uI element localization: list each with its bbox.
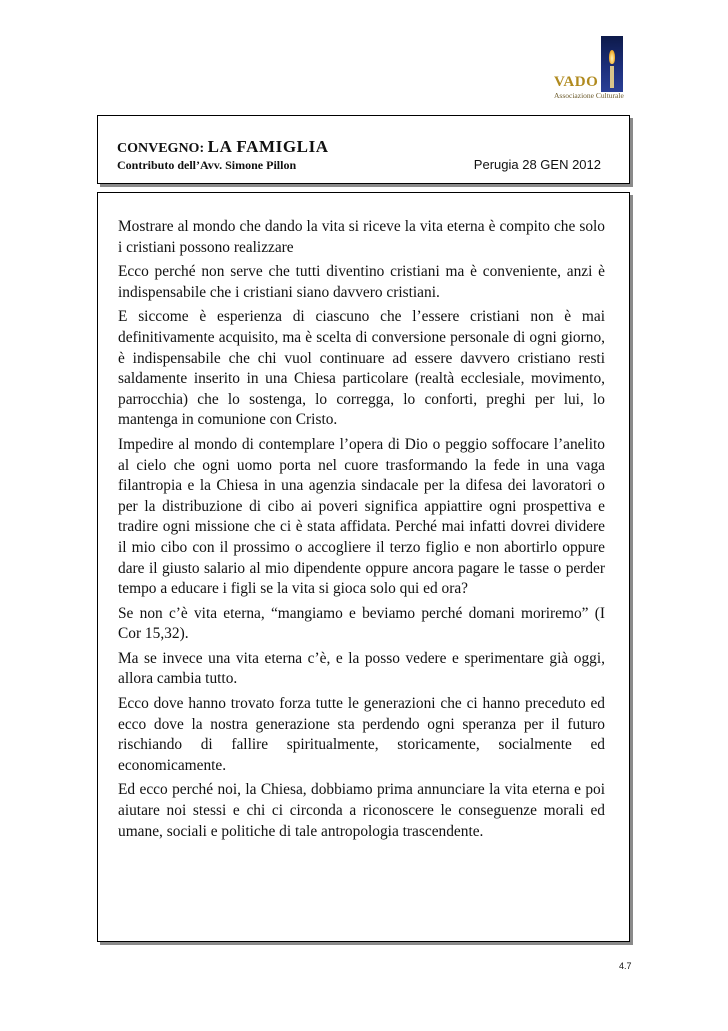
page-number: 4.7 bbox=[619, 961, 632, 971]
body-box bbox=[97, 192, 630, 942]
event-date: Perugia 28 GEN 2012 bbox=[473, 157, 601, 172]
paragraph: Ecco perché non serve che tutti diventino cristiani ma è conveniente, anzi è indispensabile che i cristiani siano davvero cristiani. bbox=[118, 263, 605, 301]
paragraph: E siccome è esperienza di ciascuno che l’essere cristiani non è mai definitivamente acquisito, ma è scelta di conversione personale di ogni giorno, è indispensabile che chi vuol continuare ad essere davvero cristiano resti saldamente inserito in una Chiesa particolare (realtà ecclesiale, movimento, parrocchia) che lo sostenga, lo corregga, lo conforti, preghi per lui, lo mantenga in comunione con Cristo. bbox=[118, 308, 605, 429]
paragraph: Ma se invece una vita eterna c’è, e la posso vedere e sperimentare già oggi, allora cambia tutto. bbox=[118, 649, 605, 688]
logo-subtitle: Associazione Culturale bbox=[554, 91, 624, 100]
paragraph: Ed ecco perché noi, la Chiesa, dobbiamo prima annunciare la vita eterna e poi aiutare noi stessi e chi ci circonda a riconoscere le conseguenze morali ed umane, sociali e politiche di tale antropologia trascendente. bbox=[118, 781, 605, 840]
paragraph: Se non c’è vita eterna, “mangiamo e beviamo perché domani moriremo” (I Cor 15,32). bbox=[118, 604, 605, 643]
paragraph: Ecco dove hanno trovato forza tutte le generazioni che ci hanno preceduto ed ecco dove la nostra generazione sta perdendo ogni speranza per il futuro rischiando di fallire spiritualmente, storicamente, socialmente ed economicamente. bbox=[118, 695, 605, 774]
logo-name: VADO bbox=[554, 74, 599, 90]
vado-logo bbox=[546, 36, 636, 100]
title-main: LA FAMIGLIA bbox=[207, 137, 329, 156]
paragraph: Impedire al mondo di contemplare l’opera di Dio o peggio soffocare l’anelito al cielo che ogni uomo porta nel cuore trasformando la fede in una vaga filantropia e la Chiesa in una agenzia sindacale per la difesa dei lavoratori o per la distribuzione di cibo ai poveri significa appiattire ogni prospettiva e tradire ogni missione che ci è stata affidata. Perché mai infatti dovrei dividere il mio cibo con il prossimo o accogliere il terzo figlio e non abortirlo oppure dare il giusto salario al mio dipendente oppure ancora pagare le tasse o perder tempo a educare i figli se la vita si gioca solo qui ed ora? bbox=[118, 435, 605, 598]
contributor-line: Contributo dell’Avv. Simone Pillon bbox=[117, 158, 297, 172]
body-text bbox=[118, 217, 605, 846]
paragraph: Mostrare al mondo che dando la vita si riceve la vita eterna è compito che solo i cristiani possono realizzare bbox=[118, 218, 605, 256]
document-title bbox=[117, 137, 329, 157]
title-prefix: CONVEGNO: bbox=[117, 141, 208, 156]
candle-emblem bbox=[601, 36, 623, 92]
header-box bbox=[97, 115, 630, 184]
candle-icon bbox=[610, 66, 614, 88]
flame-icon bbox=[609, 50, 615, 64]
